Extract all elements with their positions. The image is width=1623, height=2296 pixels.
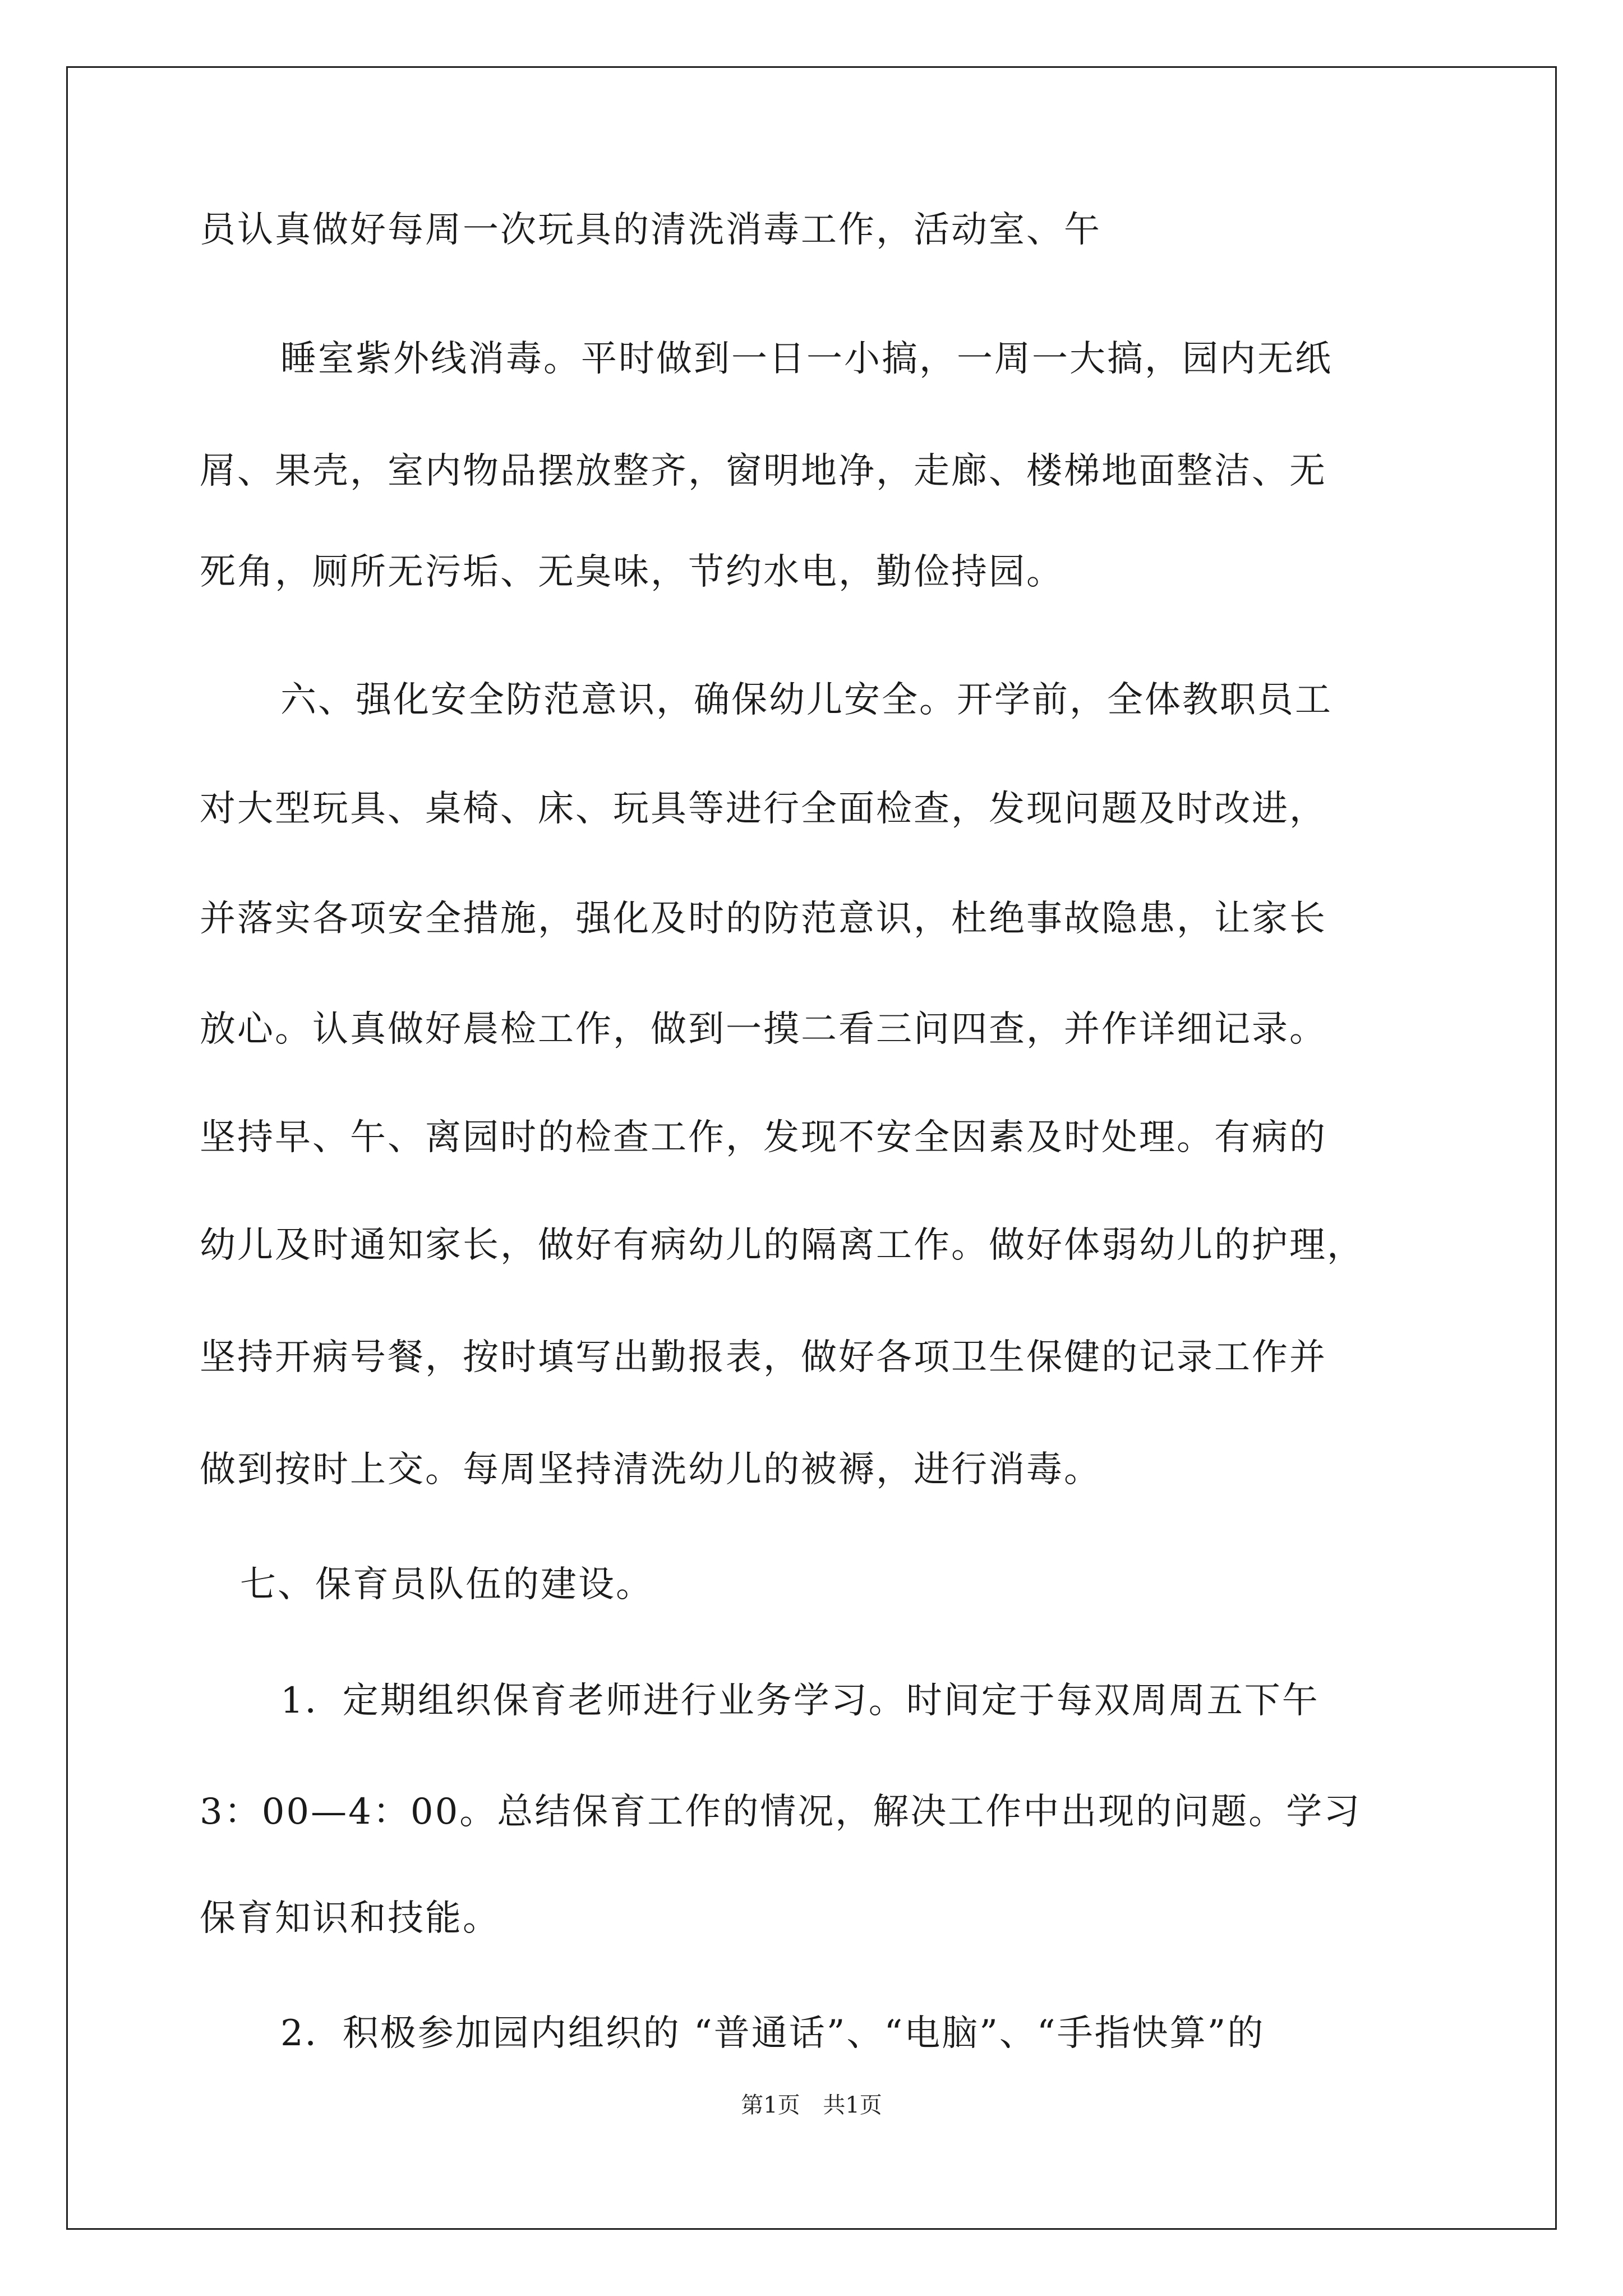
text-line: 做到按时上交。每周坚持清洗幼儿的被褥，进行消毒。	[200, 1449, 1101, 1490]
text-line: 并落实各项安全措施，强化及时的防范意识，杜绝事故隐患，让家长	[200, 898, 1327, 940]
text-line: 放心。认真做好晨检工作，做到一摸二看三问四查，并作详细记录。	[200, 1009, 1327, 1050]
text-line: 3：00—4：00。总结保育工作的情况，解决工作中出现的问题。学习	[200, 1791, 1362, 1833]
text-line: 保育知识和技能。	[200, 1898, 500, 1939]
text-line: 睡室紫外线消毒。平时做到一日一小搞，一周一大搞，园内无纸	[280, 338, 1332, 380]
page-total: 共1页	[823, 2092, 882, 2118]
page-footer	[0, 2091, 1623, 2119]
text-line: 员认真做好每周一次玩具的清洗消毒工作，活动室、午	[200, 209, 1101, 251]
text-line: 幼儿及时通知家长，做好有病幼儿的隔离工作。做好体弱幼儿的护理，	[200, 1225, 1364, 1266]
section-heading: 七、保育员队伍的建设。	[240, 1564, 653, 1605]
text-line: 坚持早、午、离园时的检查工作，发现不安全因素及时处理。有病的	[200, 1117, 1327, 1158]
text-line: 屑、果壳，室内物品摆放整齐，窗明地净，走廊、楼梯地面整洁、无	[200, 450, 1327, 492]
text-line: 坚持开病号餐，按时填写出勤报表，做好各项卫生保健的记录工作并	[200, 1337, 1327, 1378]
text-line: 对大型玩具、桌椅、床、玩具等进行全面检查，发现问题及时改进，	[200, 788, 1327, 830]
text-line: 死角，厕所无污垢、无臭味，节约水电，勤俭持园。	[200, 551, 1064, 593]
text-line: 1．定期组织保育老师进行业务学习。时间定于每双周周五下午	[280, 1680, 1320, 1722]
page-number: 第1页	[741, 2092, 800, 2118]
text-line: 六、强化安全防范意识，确保幼儿安全。开学前，全体教职员工	[280, 679, 1332, 721]
text-line: 2．积极参加园内组织的 “普通话”、“电脑”、“手指快算”的	[280, 2013, 1265, 2054]
